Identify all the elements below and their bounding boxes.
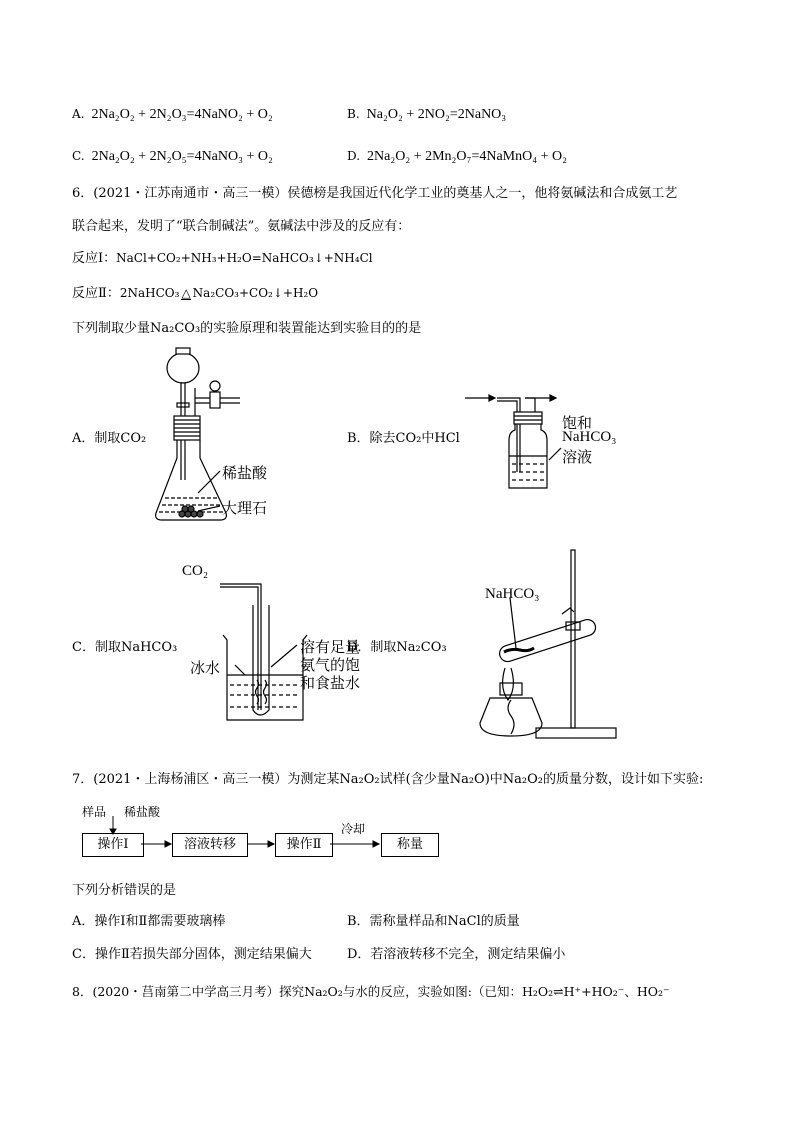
equation-rhs: 4NaNO₃ + O₂ <box>194 149 273 164</box>
q5-option-a: A. 2Na₂O₂ + 2N₂O₃=4NaNO₂ + O₂ <box>72 107 273 122</box>
equation-lhs: 2Na₂O₂ + 2N₂O₅ <box>91 149 187 164</box>
q5-option-b: B. Na₂O₂ + 2NO₂=2NaNO₃ <box>347 107 507 122</box>
flow-acid: 稀盐酸 <box>124 805 161 819</box>
diagram-a-flask <box>150 348 290 528</box>
q6-option-d: D．制取Na₂CO₃ <box>347 640 447 655</box>
reaction-lhs: 2NaHCO₃ <box>119 286 180 300</box>
label-solution: 溶液 <box>562 450 593 466</box>
q7-option-d: D．若溶液转移不完全，测定结果偏小 <box>347 947 566 962</box>
label-solution-3: 和食盐水 <box>300 676 361 692</box>
label-d-nahco3: NaHCO₃ <box>485 586 540 602</box>
equation-lhs: 2Na₂O₂ + 2N₂O₃ <box>91 107 187 122</box>
q6-question: 下列制取少量Na₂CO₃的实验原理和装置能达到实验目的的是 <box>72 321 422 336</box>
label-marble: 大理石 <box>222 501 268 517</box>
equation-rhs: 4NaNO₂ + O₂ <box>194 107 273 122</box>
label-solution-1: 溶有足量 <box>300 640 361 656</box>
reaction-rhs: Na₂CO₃+CO₂↓+H₂O <box>192 286 319 300</box>
q8-stem: 8．(2020・莒南第二中学高三月考）探究Na₂O₂与水的反应，实验如图:（已知：H₂O₂⇌H⁺+HO₂⁻、HO₂⁻ <box>72 984 670 999</box>
flow-sample: 样品 <box>82 805 107 819</box>
flow-box-operation-1: 操作Ⅰ <box>82 833 144 857</box>
flow-box-weigh: 称量 <box>381 833 439 857</box>
q7-stem: 7．(2021・上海杨浦区・高三一模）为测定某Na₂O₂试样(含少量Na₂O)中Na₂O₂的质量分数，设计如下实验: <box>72 772 704 787</box>
label-dilute-hcl: 稀盐酸 <box>222 466 268 482</box>
label-co2: CO₂ <box>182 563 209 579</box>
equation-rhs: 2NaNO₃ <box>457 107 507 122</box>
flow-box-transfer: 溶液转移 <box>172 833 248 857</box>
q6-stem-line2: 联合起来，发明了“联合制碱法”。氨碱法中涉及的反应有： <box>72 219 411 234</box>
diagram-b-wash-bottle <box>465 392 575 492</box>
reaction-label: 反应Ⅰ： <box>72 251 117 266</box>
q5-option-d: D. 2Na₂O₂ + 2Mn₂O₇=4NaMnO₄ + O₂ <box>347 149 567 164</box>
q6-reaction-2 <box>72 285 318 302</box>
equation-rhs: 4NaMnO₄ + O₂ <box>479 149 567 164</box>
q7-option-a: A．操作Ⅰ和Ⅱ都需要玻璃棒 <box>72 914 226 929</box>
q7-question: 下列分析错误的是 <box>72 883 177 898</box>
q6-option-b: B．除去CO₂中HCl <box>347 431 460 446</box>
q6-option-c: C．制取NaHCO₃ <box>72 640 178 655</box>
diagram-d-heating <box>470 548 620 743</box>
flow-box-operation-2: 操作Ⅱ <box>275 833 333 857</box>
q6-option-a: A．制取CO₂ <box>72 431 147 446</box>
q7-option-b: B．需称量样品和NaCl的质量 <box>347 914 520 929</box>
reaction-label: 反应Ⅱ： <box>72 286 120 301</box>
option-letter: C. <box>72 149 85 163</box>
option-letter: D. <box>347 149 361 163</box>
q7-option-c: C．操作Ⅱ若损失部分固体，测定结果偏大 <box>72 947 312 962</box>
flow-cool: 冷却 <box>341 822 366 836</box>
q6-reaction-1 <box>72 250 373 267</box>
label-ice-water: 冰水 <box>190 661 221 677</box>
q6-stem-line1: 6．(2021・江苏南通市・高三一模）侯德榜是我国近代化学工业的奠基人之一，他将氨碱法和合成氨工艺 <box>72 186 678 201</box>
label-saturated: 饱和 <box>562 416 593 432</box>
option-letter: B. <box>347 107 360 121</box>
equation-lhs: 2Na₂O₂ + 2Mn₂O₇ <box>367 149 472 164</box>
heat-condition: △ <box>181 286 191 300</box>
equation-lhs: Na₂O₂ + 2NO₂ <box>366 107 450 122</box>
label-solution-2: 氨气的饱 <box>300 658 361 674</box>
label-nahco3: NaHCO₃ <box>562 429 617 445</box>
reaction-equation: NaCl+CO₂+NH₃+H₂O=NaHCO₃↓+NH₄Cl <box>116 251 373 265</box>
option-letter: A. <box>72 107 85 121</box>
q5-option-c: C. 2Na₂O₂ + 2N₂O₅=4NaNO₃ + O₂ <box>72 149 273 164</box>
